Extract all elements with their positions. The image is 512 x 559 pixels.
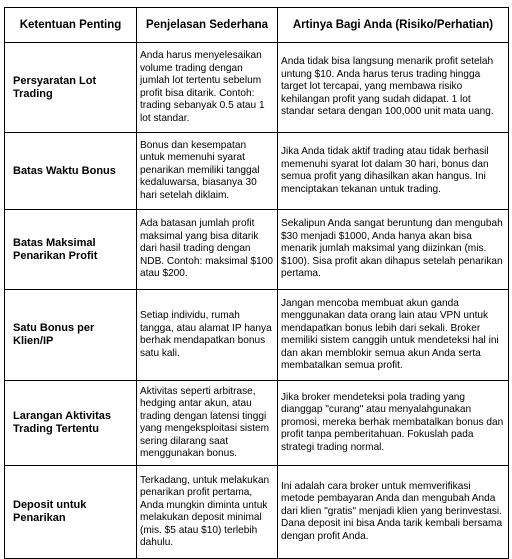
- meaning-cell: Sekalipun Anda sangat beruntung dan mengubah $30 menjadi $1000, Anda hanya akan bisa menarik jumlah maksimal yang diizinkan (mis. $100). Sisa profit akan dihapus setelah penarikan pertama.: [278, 210, 509, 290]
- explanation-cell: Aktivitas seperti arbitrase, hedging antar akun, atau trading dengan latensi tinggi yang mengeksploitasi sistem sering dilarang saat menggunakan bonus.: [137, 381, 278, 466]
- table-row: [5, 466, 509, 559]
- explanation-cell: Setiap individu, rumah tangga, atau alamat IP hanya berhak mendapatkan bonus satu kali.: [137, 290, 278, 381]
- table-row: [5, 210, 509, 290]
- term-cell: Batas Maksimal Penarikan Profit: [5, 210, 137, 290]
- meaning-cell: Anda tidak bisa langsung menarik profit setelah untung $10. Anda harus terus trading hingga target lot tercapai, yang membawa risiko kehilangan profit yang sudah didapat. 1 lot standar setara dengan 100,000 unit mata uang.: [278, 43, 509, 133]
- term-cell: Satu Bonus per Klien/IP: [5, 290, 137, 381]
- table-header-row: [5, 8, 509, 43]
- meaning-cell: Jika Anda tidak aktif trading atau tidak berhasil memenuhi syarat lot dalam 30 hari, bonus dan semua profit yang dihasilkan akan hangus. Ini menciptakan tekanan untuk trading.: [278, 133, 509, 210]
- term-cell: Persyaratan Lot Trading: [5, 43, 137, 133]
- column-header-term: Ketentuan Penting: [5, 8, 137, 43]
- meaning-cell: Jangan mencoba membuat akun ganda menggunakan data orang lain atau VPN untuk mendapatkan bonus lebih dari sekali. Broker memiliki sistem canggih untuk mendeteksi hal ini dan akan memblokir semua akun Anda serta membatalkan semua profit.: [278, 290, 509, 381]
- table-row: [5, 43, 509, 133]
- explanation-cell: Anda harus menyelesaikan volume trading dengan jumlah lot tertentu sebelum profit bisa ditarik. Contoh: trading sebanyak 0.5 atau 1 lot standar.: [137, 43, 278, 133]
- terms-table: [4, 7, 509, 559]
- term-cell: Batas Waktu Bonus: [5, 133, 137, 210]
- table-row: [5, 133, 509, 210]
- explanation-cell: Bonus dan kesempatan untuk memenuhi syarat penarikan memiliki tanggal kedaluwarsa, biasanya 30 hari setelah diklaim.: [137, 133, 278, 210]
- explanation-cell: Terkadang, untuk melakukan penarikan profit pertama, Anda mungkin diminta untuk melakukan deposit minimal (mis. $5 atau $10) terlebih dahulu.: [137, 466, 278, 559]
- column-header-meaning: Artinya Bagi Anda (Risiko/Perhatian): [278, 8, 509, 43]
- term-cell: Deposit untuk Penarikan: [5, 466, 137, 559]
- meaning-cell: Jika broker mendeteksi pola trading yang dianggap "curang" atau menyalahgunakan promosi, mereka berhak membatalkan bonus dan profit tanpa pemberitahuan. Fokuslah pada strategi trading normal.: [278, 381, 509, 466]
- table-row: [5, 290, 509, 381]
- table-row: [5, 381, 509, 466]
- term-cell: Larangan Aktivitas Trading Tertentu: [5, 381, 137, 466]
- column-header-explanation: Penjelasan Sederhana: [137, 8, 278, 43]
- explanation-cell: Ada batasan jumlah profit maksimal yang bisa ditarik dari hasil trading dengan NDB. Contoh: maksimal $100 atau $200.: [137, 210, 278, 290]
- meaning-cell: Ini adalah cara broker untuk memverifikasi metode pembayaran Anda dan mengubah Anda dari klien "gratis" menjadi klien yang berinvestasi. Dana deposit ini bisa Anda tarik kembali bersama dengan profit Anda.: [278, 466, 509, 559]
